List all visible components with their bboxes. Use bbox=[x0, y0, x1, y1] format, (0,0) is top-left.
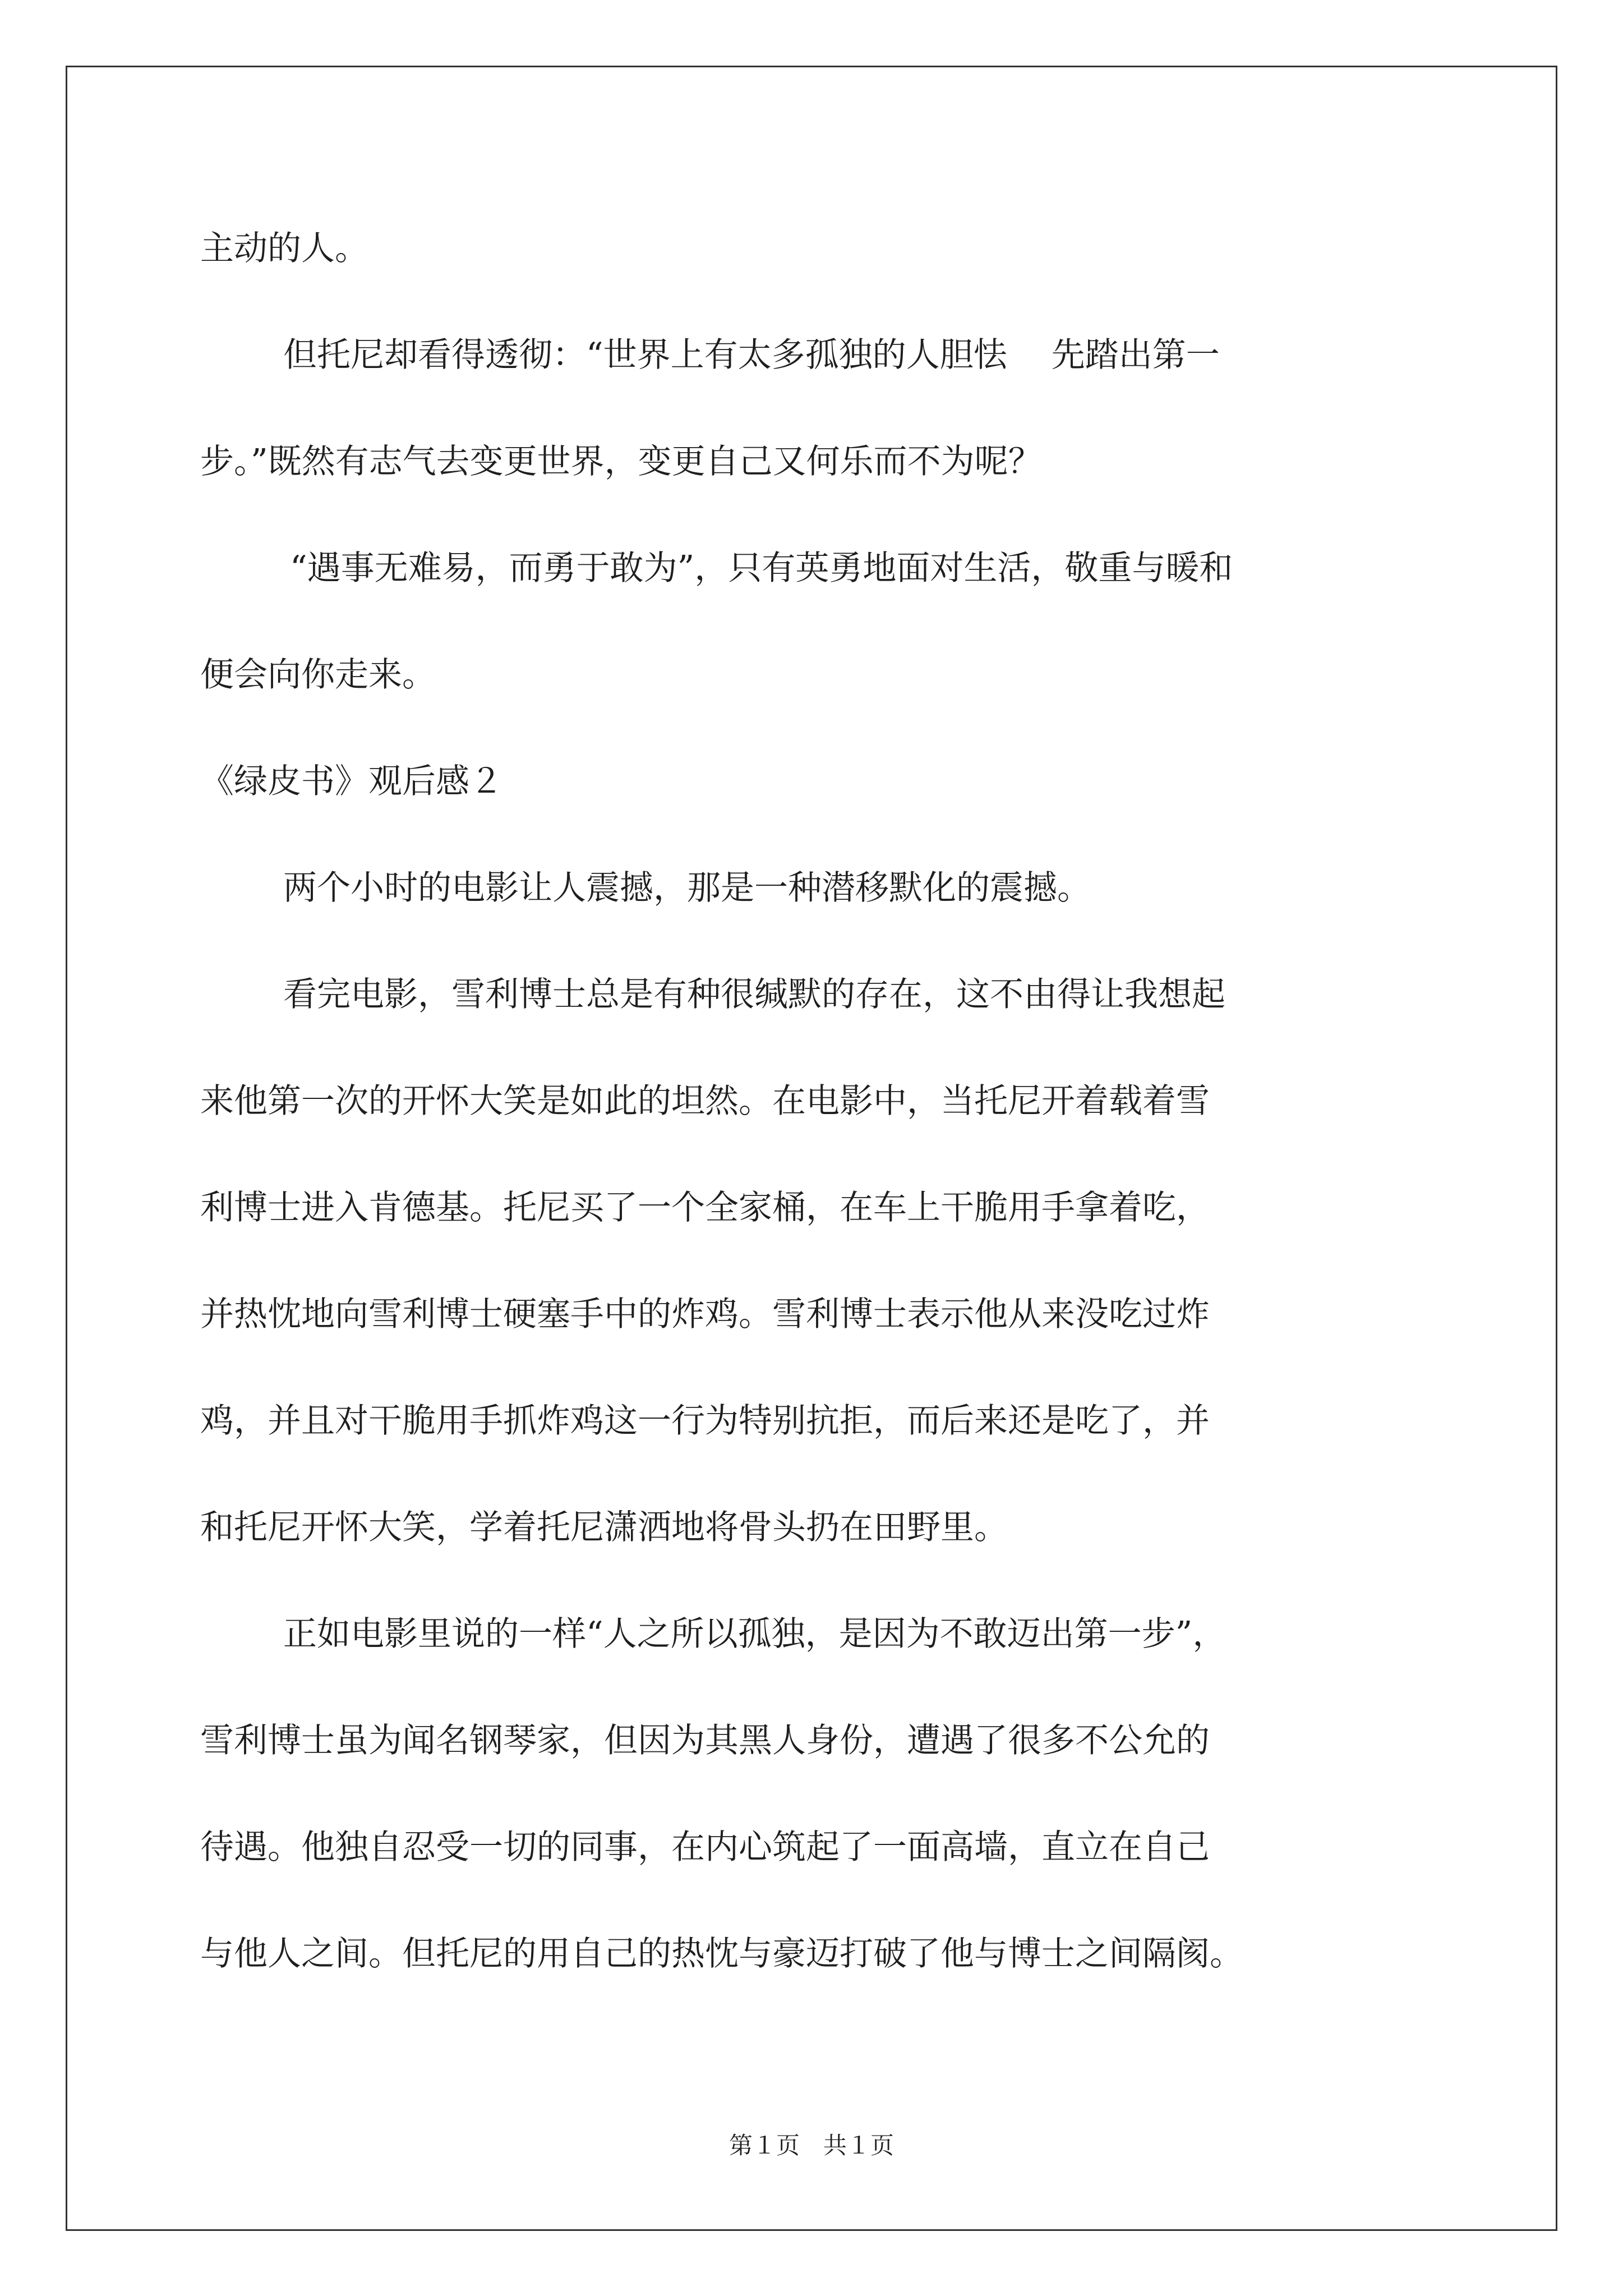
paragraph-line: 并热忱地向雪利博士硬塞手中的炸鸡。雪利博士表示他从来没吃过炸 bbox=[200, 1295, 1210, 1334]
page-number-footer: 第１页 共１页 bbox=[728, 2132, 894, 2159]
paragraph-line: 步。”既然有志气去变更世界，变更自己又何乐而不为呢？ bbox=[200, 442, 1042, 481]
section-heading: 《绿皮书》观后感２ bbox=[200, 762, 503, 801]
paragraph-line: 鸡，并且对干脆用手抓炸鸡这一行为特别抗拒，而后来还是吃了，并 bbox=[200, 1401, 1210, 1441]
paragraph-line: 看完电影，雪利博士总是有种很缄默的存在，这不由得让我想起 bbox=[283, 975, 1225, 1014]
paragraph-line: 正如电影里说的一样“人之所以孤独，是因为不敢迈出第一步”， bbox=[283, 1614, 1227, 1654]
page-border bbox=[66, 66, 1557, 2231]
paragraph-line: 便会向你走来。 bbox=[200, 655, 436, 694]
paragraph-line: 但托尼却看得透彻：“世界上有太多孤独的人胆怯 先踏出第一 bbox=[283, 335, 1220, 375]
paragraph-line: 来他第一次的开怀大笑是如此的坦然。在电影中，当托尼开着载着雪 bbox=[200, 1082, 1210, 1121]
paragraph-line: 与他人之间。但托尼的用自己的热忱与豪迈打破了他与博士之间隔阂。 bbox=[200, 1934, 1243, 1973]
paragraph-line: 待遇。他独自忍受一切的同事，在内心筑起了一面高墙，直立在自己 bbox=[200, 1828, 1210, 1867]
paragraph-line: 主动的人。 bbox=[200, 229, 368, 268]
paragraph-line: 两个小时的电影让人震撼，那是一种潜移默化的震撼。 bbox=[283, 868, 1091, 908]
paragraph-line: 利博士进入肯德基。托尼买了一个全家桶，在车上干脆用手拿着吃， bbox=[200, 1188, 1210, 1227]
paragraph-line: “遇事无难易，而勇于敢为”，只有英勇地面对生活，敬重与暖和 bbox=[290, 549, 1233, 588]
paragraph-line: 和托尼开怀大笑，学着托尼潇洒地将骨头扔在田野里。 bbox=[200, 1508, 1008, 1547]
paragraph-line: 雪利博士虽为闻名钢琴家，但因为其黑人身份，遭遇了很多不公允的 bbox=[200, 1721, 1210, 1760]
